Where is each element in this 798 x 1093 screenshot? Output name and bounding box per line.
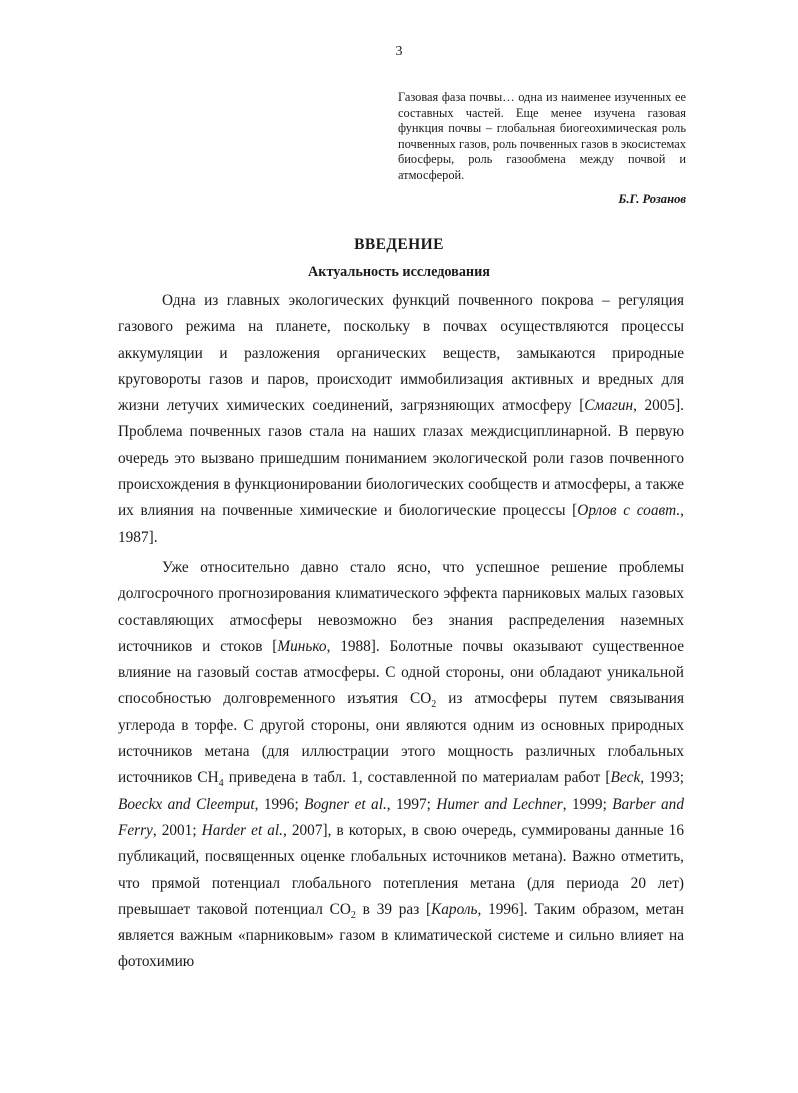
paragraph-text: приведена в табл. 1, составленной по материалам работ [ <box>223 769 611 787</box>
citation: Минько <box>277 637 327 655</box>
paragraph-text: в 39 раз [ <box>355 900 432 918</box>
citation: Beck <box>610 769 641 787</box>
paragraph-text: , 2001; <box>152 821 202 839</box>
citation: Barber and Ferry <box>118 795 684 839</box>
paragraph-text: , 1987]. <box>118 502 684 546</box>
citation: Bogner et al. <box>304 795 387 813</box>
paragraph-text: , 2007], в которых, в свою очередь, суммированы данные 16 публикаций, посвященных оценке глобальных источников метана). Важно отметить, что прямой потенциал глобального потепления метана (для периода 20 лет) превышает таковой потенциал CO <box>118 821 684 918</box>
paragraph-text: из атмосферы путем связывания углерода в торфе. С другой стороны, они являются одним из основных природных источников метана (для иллюстрации этого мощность различных глобальных источников CH <box>118 690 684 787</box>
citation: Humer and Lechner <box>436 795 563 813</box>
body-text <box>118 288 684 976</box>
subscript: 2 <box>431 699 437 711</box>
paragraph-text: Одна из главных экологических функций почвенного покрова – регуляция газового режима на планете, поскольку в почвах осуществляются процессы аккумуляции и разложения органических веществ, замыкаются природные круговороты газов и паров, происходит иммобилизация активных и вредных для жизни летучих химических соединений, загрязняющих атмосферу [ <box>118 292 684 415</box>
epigraph-author: Б.Г. Розанов <box>618 192 686 206</box>
paragraph-2 <box>118 555 684 976</box>
paragraph-text: Уже относительно давно стало ясно, что успешное решение проблемы долгосрочного прогнозирования климатического эффекта парниковых малых газовых составляющих атмосферы невозможно без знания распределения наземных источников и стоков [ <box>118 558 684 655</box>
citation: Кароль <box>431 900 478 918</box>
paragraph-text: , 2005]. Проблема почвенных газов стала на наших глазах междисциплинарной. В первую очередь это вызвано пришедшим пониманием экологической роли газов почвенного происхождения в функционировании биологических сообществ и атмосферы, а также их влияния на почвенные химические и биологические процессы [ <box>118 397 684 520</box>
subsection-title: Актуальность исследования <box>308 264 490 280</box>
paragraph-text: , 1999; <box>562 795 613 813</box>
paragraph-text: , 1988]. Болотные почвы оказывают существенное влияние на газовый состав атмосферы. С одной стороны, они обладают уникальной способностью долговременного изъятия CO <box>118 637 684 708</box>
subscript: 4 <box>218 778 224 790</box>
paragraph-1 <box>118 288 684 551</box>
citation: Harder et al. <box>201 821 283 839</box>
paragraph-text: , 1997; <box>386 795 437 813</box>
paragraph-text: , 1996]. Таким образом, метан является важным «парниковым» газом в климатической системе и сильно влияет на фотохимию <box>118 900 684 971</box>
section-title: ВВЕДЕНИЕ <box>354 236 444 253</box>
citation: Орлов с соавт. <box>577 502 681 520</box>
paragraph-text: , 1996; <box>254 795 305 813</box>
citation: Boeckx and Cleemput <box>118 795 255 813</box>
epigraph-quote: Газовая фаза почвы… одна из наименее изученных ее составных частей. Еще менее изучена газовая функция почвы – глобальная биогеохимическая роль почвенных газов, роль почвенных газов в экосистемах биосферы, роль газообмена между почвой и атмосферой. <box>398 90 686 182</box>
paragraph-text: , 1993; <box>640 769 684 787</box>
page-number: 3 <box>395 44 403 59</box>
subscript: 2 <box>350 909 356 921</box>
citation: Смагин <box>584 397 634 415</box>
